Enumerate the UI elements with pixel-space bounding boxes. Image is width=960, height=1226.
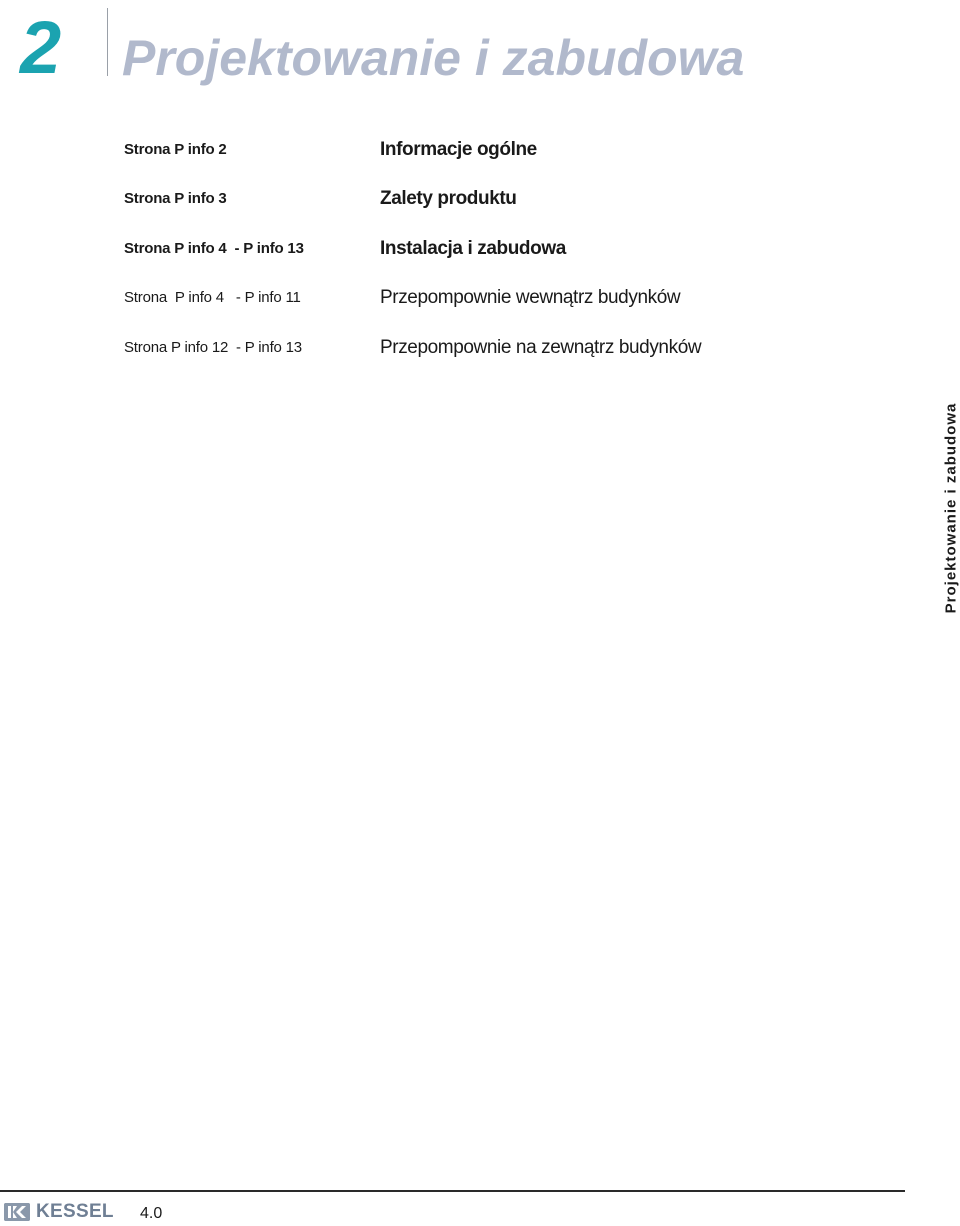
toc-page-ref: Strona P info 3 [124, 190, 227, 207]
footer-divider [0, 1190, 905, 1192]
toc-row[interactable] [0, 234, 930, 264]
toc-page-ref: Strona P info 2 [124, 141, 227, 158]
chapter-title: Projektowanie i zabudowa [122, 30, 745, 86]
toc-topic: Przepompownie na zewnątrz budynków [380, 337, 702, 358]
toc-page-ref: Strona P info 12 - P info 13 [124, 339, 302, 356]
toc-topic: Instalacja i zabudowa [380, 238, 566, 259]
toc-topic: Informacje ogólne [380, 139, 537, 160]
logo-wordmark: KESSEL [36, 1201, 114, 1222]
toc-page-ref: Strona P info 4 - P info 13 [124, 240, 304, 257]
header-divider [107, 8, 108, 76]
toc-page-ref: Strona P info 4 - P info 11 [124, 289, 301, 306]
side-tab-label: Projektowanie i zabudowa [942, 402, 960, 614]
toc-row[interactable] [0, 184, 930, 214]
toc-row[interactable] [0, 333, 930, 363]
toc-topic: Przepompownie wewnątrz budynków [380, 287, 681, 308]
kessel-logo-icon [4, 1203, 30, 1221]
page-number: 4.0 [140, 1205, 163, 1222]
toc-topic: Zalety produktu [380, 188, 517, 209]
chapter-number: 2 [20, 6, 60, 89]
toc-row[interactable] [0, 283, 930, 313]
kessel-logo [4, 1202, 114, 1222]
toc-row[interactable] [0, 135, 930, 165]
